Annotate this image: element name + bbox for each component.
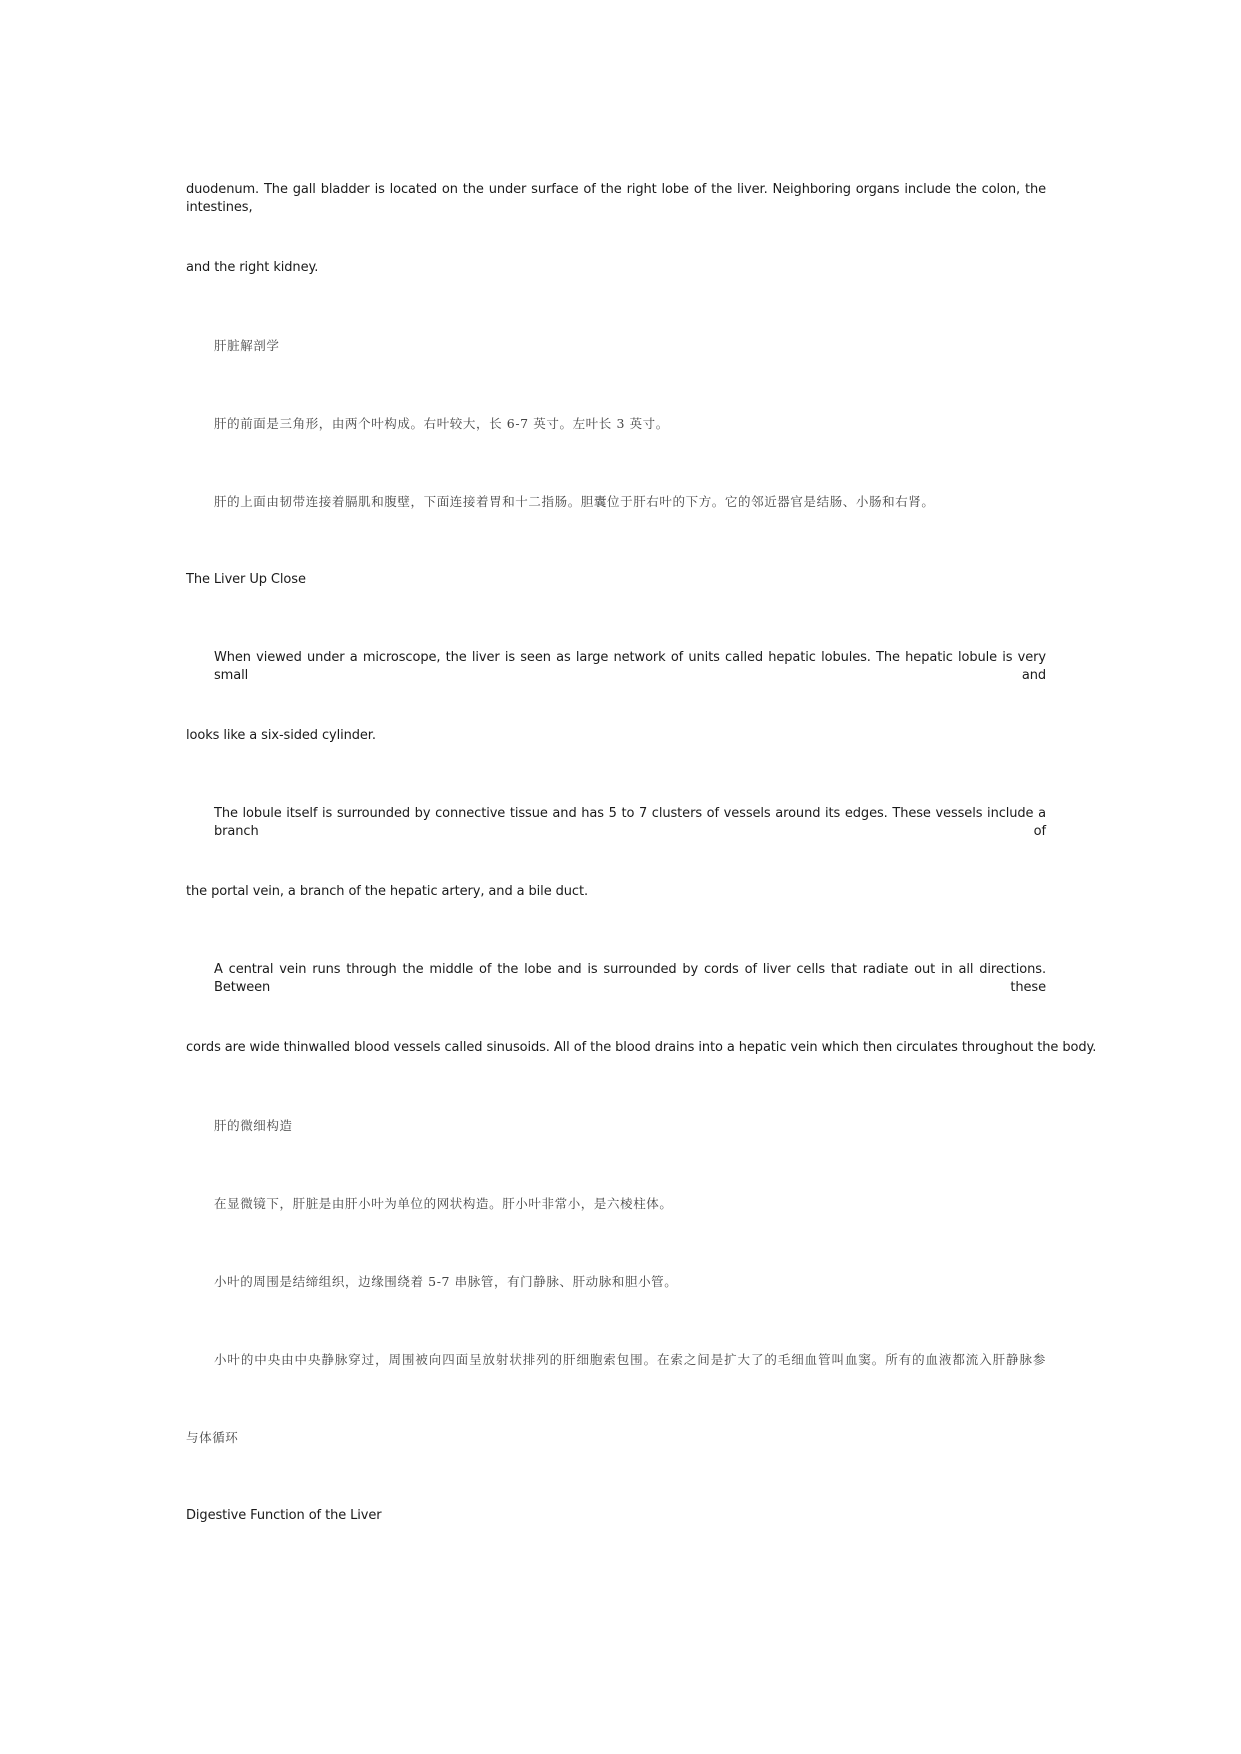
paragraph-line-cn: 肝的前面是三角形，由两个叶构成。右叶较大，长 6-7 英寸。左叶长 3 英寸。 [214, 416, 669, 431]
paragraph-line: and the right kidney. [186, 260, 319, 275]
paragraph-line: The lobule itself is surrounded by connective tissue and has 5 to 7 clusters of vessels around its edges. These vessels include a branch of [214, 806, 1046, 839]
paragraph-line: cords are wide thinwalled blood vessels called sinusoids. All of the blood drains into a hepatic vein which then circulates throughout the body. [186, 1040, 1097, 1055]
paragraph-line: the portal vein, a branch of the hepatic artery, and a bile duct. [186, 884, 588, 899]
paragraph-line-cn: 小叶的周围是结缔组织，边缘围绕着 5-7 串脉管，有门静脉、肝动脉和胆小管。 [214, 1274, 678, 1289]
paragraph-line: duodenum. The gall bladder is located on the under surface of the right lobe of the liver. Neighboring organs include the colon, the intestines, [186, 182, 1046, 215]
paragraph-line-cn: 在显微镜下，肝脏是由肝小叶为单位的网状构造。肝小叶非常小，是六棱柱体。 [214, 1196, 673, 1211]
paragraph-line-cn: 肝的上面由韧带连接着膈肌和腹壁，下面连接着胃和十二指肠。胆囊位于肝右叶的下方。它的邻近器官是结肠、小肠和右肾。 [214, 494, 935, 509]
paragraph-line-cn: 与体循环 [186, 1430, 239, 1445]
section-heading-cn: 肝脏解剖学 [214, 338, 280, 353]
paragraph-line: looks like a six-sided cylinder. [186, 728, 376, 743]
paragraph-line: A central vein runs through the middle of the lobe and is surrounded by cords of liver cells that radiate out in all directions. Between these [214, 962, 1046, 995]
section-heading: The Liver Up Close [186, 572, 306, 587]
paragraph-line-cn: 小叶的中央由中央静脉穿过，周围被向四面呈放射状排列的肝细胞索包围。在索之间是扩大了的毛细血管叫血窦。所有的血液都流入肝静脉参 [214, 1352, 1046, 1367]
section-heading: Digestive Function of the Liver [186, 1508, 382, 1523]
paragraph-line: When viewed under a microscope, the liver is seen as large network of units called hepatic lobules. The hepatic lobule is very small and [214, 650, 1046, 683]
section-heading-cn: 肝的微细构造 [214, 1118, 293, 1133]
